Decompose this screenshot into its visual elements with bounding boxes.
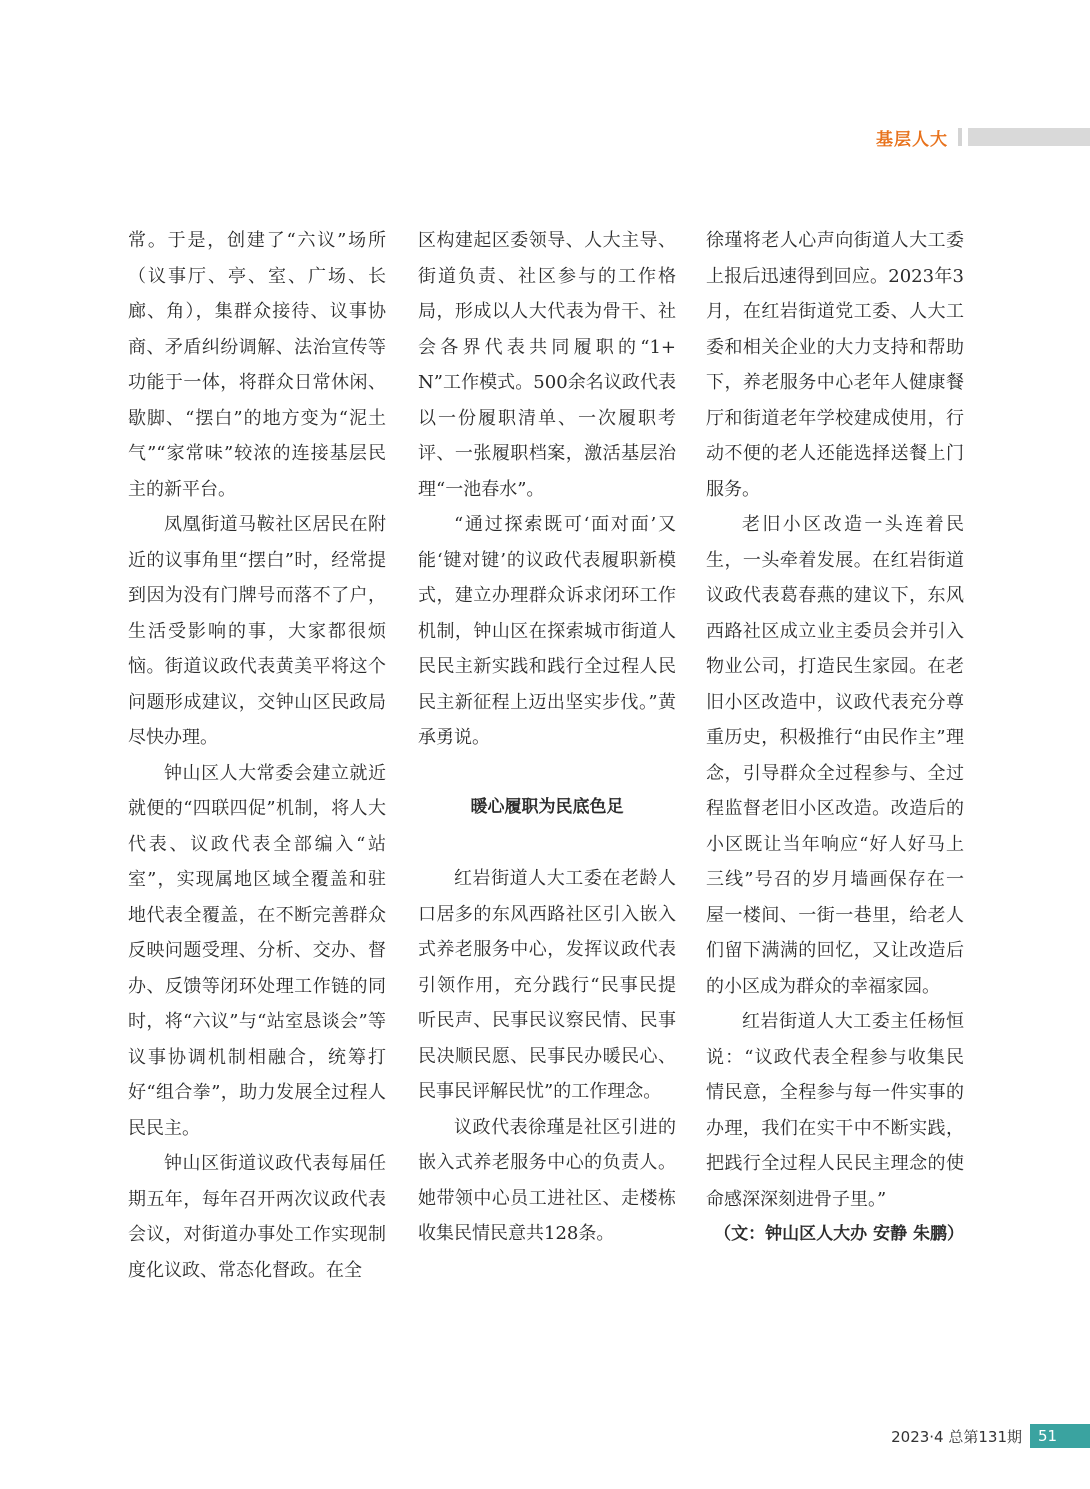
paragraph: 钟山区街道议政代表每届任期五年，每年召开两次议政代表会议，对街道办事处工作实现制度化议政、常态化督政。在全 <box>128 1153 386 1281</box>
text-column-1 <box>128 223 386 1288</box>
issue-info: 2023·4 总第131期 <box>891 1427 1022 1446</box>
section-label: 基层人大 <box>876 129 948 150</box>
paragraph: 常。于是，创建了“六议”场所（议事厅、亭、室、广场、长廊、角），集群众接待、议事协商、矛盾纠纷调解、法治宣传等功能于一体，将群众日常休闲、歇脚、“摆白”的地方变为“泥土气”“家常味”较浓的连接基层民主的新平台。 <box>128 230 386 500</box>
header-bar <box>968 128 1090 146</box>
paragraph: “通过探索既可‘面对面’又能‘键对键’的议政代表履职新模式，建立办理群众诉求闭环工作机制，钟山区在探索城市街道人民民主新实践和践行全过程人民民主新征程上迈出坚实步伐。”黄承勇说。 <box>418 514 676 748</box>
byline: （文：钟山区人大办 安静 朱鹏） <box>714 1224 964 1244</box>
paragraph: 议政代表徐瑾是社区引进的嵌入式养老服务中心的负责人。她带领中心员工进社区、走楼栋收集民情民意共128条。 <box>418 1116 676 1244</box>
paragraph: 凤凰街道马鞍社区居民在附近的议事角里“摆白”时，经常提到因为没有门牌号而落不了户，生活受影响的事，大家都很烦恼。街道议政代表黄美平将这个问题形成建议，交钟山区民政局尽快办理。 <box>128 514 386 748</box>
paragraph: 钟山区人大常委会建立就近就便的“四联四促”机制，将人大代表、议政代表全部编入“站室”，实现属地区域全覆盖和驻地代表全覆盖，在不断完善群众反映问题受理、分析、交办、督办、反馈等闭环处理工作链的同时，将“六议”与“站室恳谈会”等议事协调机制相融合，统筹打好“组合拳”，助力发展全过程人民民主。 <box>128 762 386 1139</box>
text-column-3 <box>706 223 964 1253</box>
header-divider <box>958 128 962 146</box>
paragraph: 红岩街道人大工委在老龄人口居多的东风西路社区引入嵌入式养老服务中心，发挥议政代表引领作用，充分践行“民事民提听民声、民事民议察民情、民事民决顺民愿、民事民办暖民心、民事民评解民忧”的工作理念。 <box>418 868 676 1102</box>
page-footer <box>891 1424 1090 1448</box>
paragraph: 红岩街道人大工委主任杨恒说：“议政代表全程参与收集民情民意，全程参与每一件实事的办理，我们在实干中不断实践，把践行全过程人民民主理念的使命感深深刻进骨子里。” <box>706 1011 964 1210</box>
section-header <box>876 126 1090 148</box>
subheading: 暖心履职为民底色足 <box>470 796 624 817</box>
text-column-2 <box>418 223 676 1252</box>
paragraph: 区构建起区委领导、人大主导、街道负责、社区参与的工作格局，形成以人大代表为骨干、社会各界代表共同履职的“1+N”工作模式。500余名议政代表以一份履职清单、一次履职考评、一张履职档案，激活基层治理“一池春水”。 <box>418 230 676 500</box>
paragraph: 老旧小区改造一头连着民生，一头牵着发展。在红岩街道议政代表葛春燕的建议下，东风西路社区成立业主委员会并引入物业公司，打造民生家园。在老旧小区改造中，议政代表充分尊重历史，积极推行“由民作主”理念，引导群众全过程参与、全过程监督老旧小区改造。改造后的小区既让当年响应“好人好马上三线”号召的岁月墙画保存在一屋一楼间、一街一巷里，给老人们留下满满的回忆，又让改造后的小区成为群众的幸福家园。 <box>706 514 964 997</box>
page-number: 51 <box>1030 1424 1090 1448</box>
paragraph: 徐瑾将老人心声向街道人大工委上报后迅速得到回应。2023年3月，在红岩街道党工委、人大工委和相关企业的大力支持和帮助下，养老服务中心老年人健康餐厅和街道老年学校建成使用，行动不便的老人还能选择送餐上门服务。 <box>706 230 964 500</box>
